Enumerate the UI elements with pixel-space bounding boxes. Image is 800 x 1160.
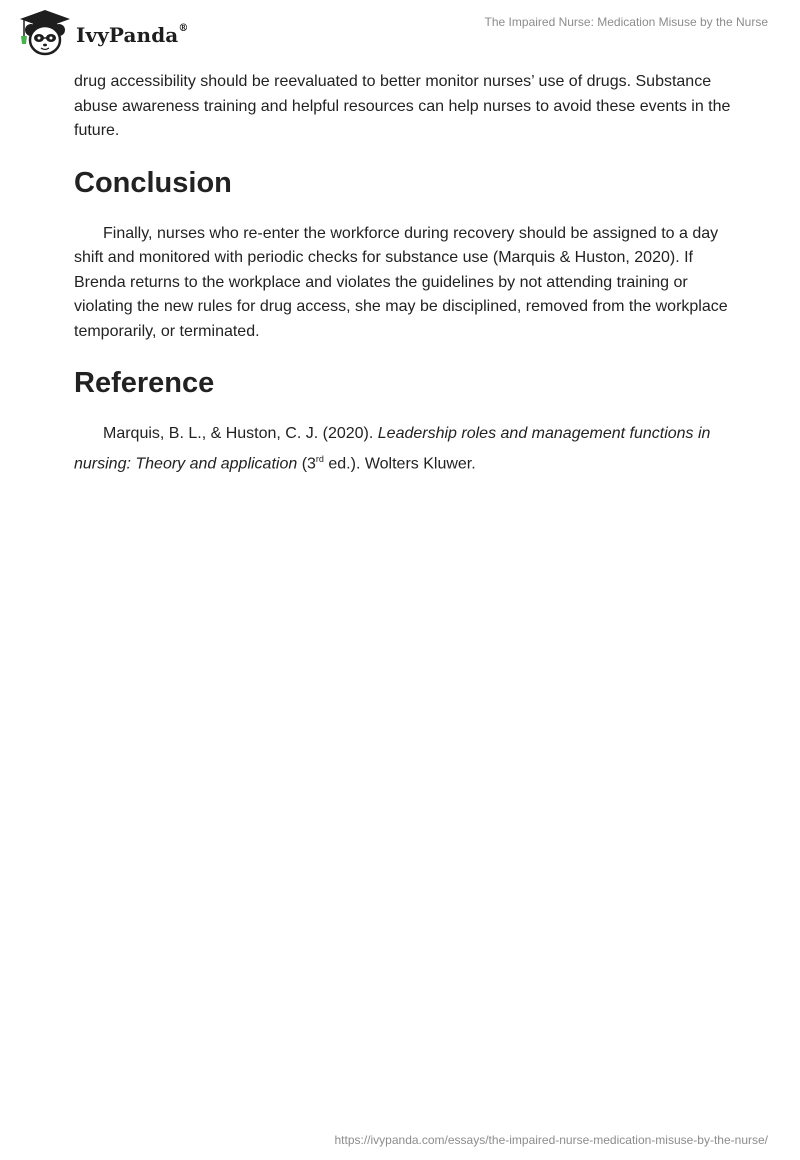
conclusion-heading: Conclusion <box>74 166 232 199</box>
reference-authors: Marquis, B. L., & Huston, C. J. (2020). <box>103 425 378 442</box>
reference-edition-suffix: rd <box>315 453 324 464</box>
reference-publisher: ed.). Wolters Kluwer. <box>323 454 476 472</box>
source-url-link[interactable]: https://ivypanda.com/essays/the-impaired-nurse-medication-misuse-by-the-nurse/ <box>334 1133 768 1147</box>
ivypanda-logo[interactable] <box>16 8 188 58</box>
reference-title: Leadership roles and management functions in nursing: Theory and application <box>74 425 711 472</box>
reference-heading: Reference <box>74 367 215 399</box>
logo-wordmark: IvyPanda® <box>76 23 189 47</box>
reference-entry <box>74 422 734 476</box>
conclusion-paragraph: Finally, nurses who re-enter the workforce during recovery should be assigned to a day shift and monitored with periodic checks for substance use (Marquis & Huston, 2020). If Brenda returns to the workplace and violates the guidelines by not attending training or violating the new rules for drug access, she may be disciplined, removed from the workplace temporarily, or terminated. <box>74 224 728 340</box>
document-body <box>74 70 734 476</box>
document-title: The Impaired Nurse: Medication Misuse by the Nurse <box>484 15 768 29</box>
intro-paragraph: drug accessibility should be reevaluated to better monitor nurses’ use of drugs. Substance abuse awareness training and helpful resources can help nurses to avoid these events in the future. <box>74 73 731 139</box>
page-header <box>0 0 800 64</box>
panda-graduate-icon <box>16 8 74 58</box>
reference-edition: (3 <box>297 454 316 472</box>
